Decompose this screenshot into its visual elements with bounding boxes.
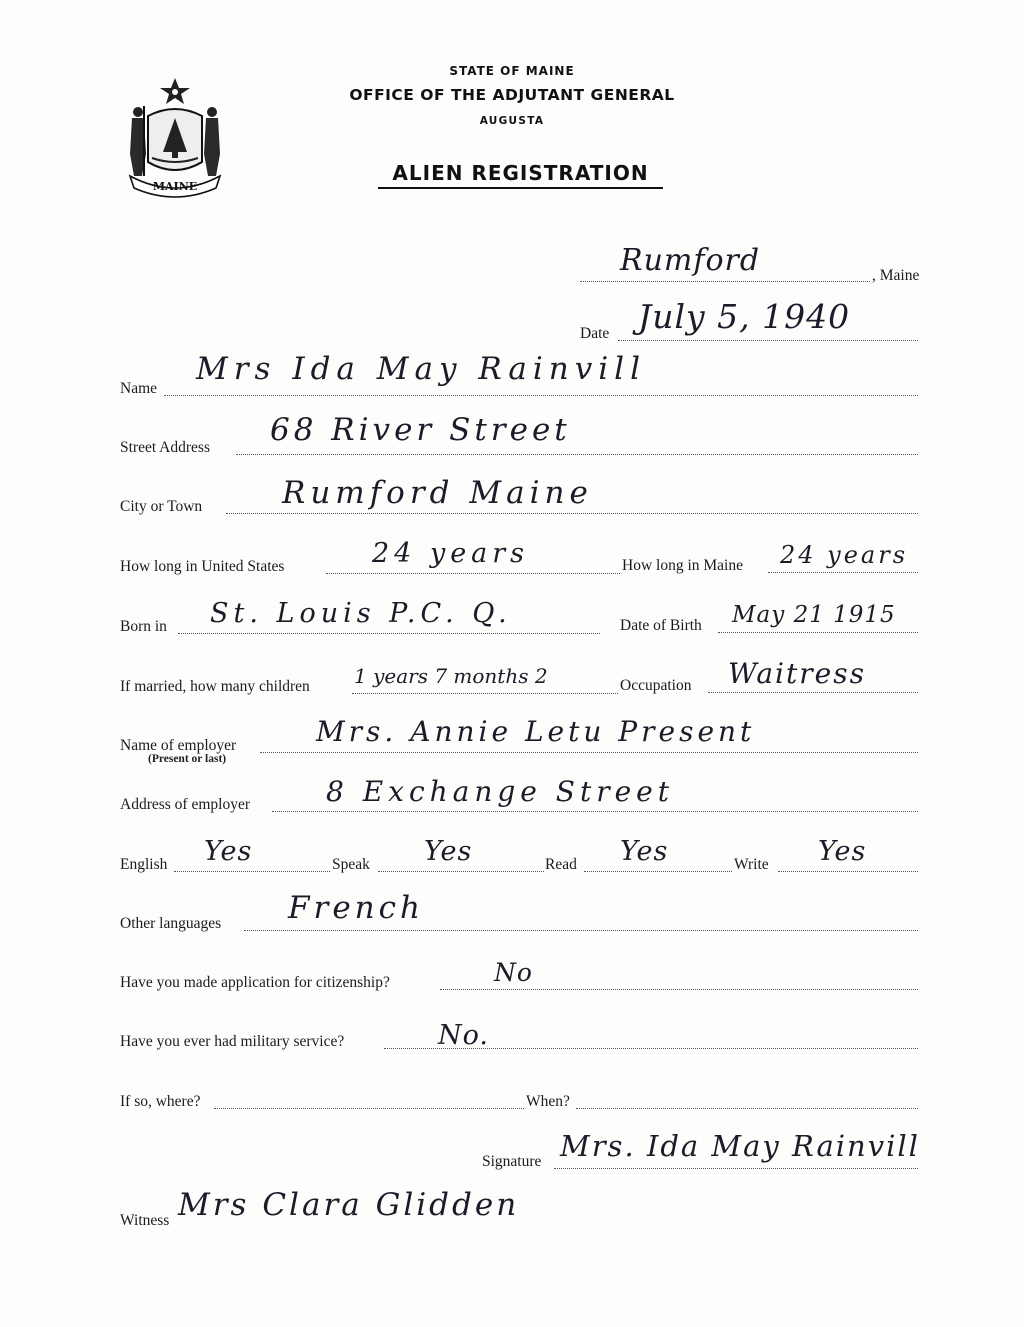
town-value: Rumford bbox=[620, 243, 761, 278]
english-label: English bbox=[120, 856, 168, 873]
when-label: When? bbox=[526, 1093, 570, 1110]
maine-label: , Maine bbox=[872, 267, 920, 284]
seal-text: MAINE bbox=[152, 180, 198, 193]
other-languages-value: French bbox=[288, 890, 424, 926]
name-label: Name bbox=[120, 380, 158, 397]
citizenship-field-line bbox=[440, 989, 918, 990]
employer-name-field-line bbox=[260, 752, 918, 753]
occupation-label: Occupation bbox=[620, 677, 692, 694]
employer-name-label: Name of employer bbox=[120, 737, 237, 754]
street-address-label: Street Address bbox=[120, 439, 210, 456]
speak-label: Speak bbox=[332, 856, 370, 873]
if-so-where-label: If so, where? bbox=[120, 1093, 201, 1110]
employer-name-value: Mrs. Annie Letu Present bbox=[316, 715, 756, 748]
employer-address-label: Address of employer bbox=[120, 796, 250, 813]
write-value: Yes bbox=[818, 836, 867, 867]
occupation-field-line bbox=[708, 692, 918, 693]
married-children-field-line bbox=[352, 693, 618, 694]
married-children-label: If married, how many children bbox=[120, 678, 310, 695]
signature-value: Mrs. Ida May Rainvill bbox=[560, 1129, 920, 1163]
date-field-line bbox=[618, 340, 918, 341]
read-field-line bbox=[584, 871, 732, 872]
name-field-line bbox=[164, 395, 918, 396]
born-in-value: St. Louis P.C. Q. bbox=[210, 598, 512, 629]
english-value: Yes bbox=[204, 836, 253, 867]
date-of-birth-field-line bbox=[718, 632, 918, 633]
state-heading: STATE OF MAINE bbox=[449, 64, 575, 78]
street-address-field-line bbox=[236, 454, 918, 455]
city-or-town-field-line bbox=[226, 513, 918, 514]
speak-value: Yes bbox=[424, 836, 473, 867]
office-heading: OFFICE OF THE ADJUTANT GENERAL bbox=[349, 86, 675, 104]
when-field-line bbox=[576, 1108, 918, 1109]
date-of-birth-value: May 21 1915 bbox=[732, 602, 896, 628]
if-so-where-field-line bbox=[214, 1108, 524, 1109]
employer-address-field-line bbox=[272, 811, 918, 812]
born-in-field-line bbox=[178, 633, 600, 634]
date-of-birth-label: Date of Birth bbox=[620, 617, 702, 634]
how-long-maine-value: 24 years bbox=[780, 541, 909, 569]
citizenship-value: No bbox=[494, 958, 533, 987]
write-field-line bbox=[778, 871, 918, 872]
witness-label: Witness bbox=[120, 1212, 170, 1229]
how-long-maine-label: How long in Maine bbox=[622, 557, 743, 574]
city-or-town-value: Rumford Maine bbox=[282, 475, 593, 511]
name-value: Mrs Ida May Rainvill bbox=[196, 351, 647, 387]
street-address-value: 68 River Street bbox=[270, 412, 571, 448]
how-long-maine-field-line bbox=[768, 572, 918, 573]
witness-value: Mrs Clara Glidden bbox=[178, 1187, 520, 1223]
town-field-line bbox=[580, 281, 870, 282]
write-label: Write bbox=[734, 856, 769, 873]
read-label: Read bbox=[545, 856, 577, 873]
how-long-us-field-line bbox=[326, 573, 620, 574]
military-service-label: Have you ever had military service? bbox=[120, 1033, 345, 1050]
occupation-value: Waitress bbox=[728, 657, 866, 690]
signature-field-line bbox=[554, 1168, 918, 1169]
born-in-label: Born in bbox=[120, 618, 167, 635]
city-heading: AUGUSTA bbox=[479, 115, 545, 127]
date-value: July 5, 1940 bbox=[638, 297, 851, 336]
speak-field-line bbox=[378, 871, 544, 872]
city-or-town-label: City or Town bbox=[120, 498, 203, 515]
citizenship-label: Have you made application for citizenship? bbox=[120, 974, 390, 991]
english-field-line bbox=[174, 871, 330, 872]
date-label: Date bbox=[580, 325, 610, 342]
how-long-us-label: How long in United States bbox=[120, 558, 285, 575]
employer-note-label: (Present or last) bbox=[148, 753, 227, 765]
signature-label: Signature bbox=[482, 1153, 542, 1170]
read-value: Yes bbox=[620, 836, 669, 867]
military-service-value: No. bbox=[438, 1020, 489, 1051]
other-languages-label: Other languages bbox=[120, 915, 222, 932]
form-title: ALIEN REGISTRATION bbox=[378, 161, 663, 189]
married-children-value: 1 years 7 months 2 bbox=[354, 664, 548, 688]
how-long-us-value: 24 years bbox=[372, 538, 530, 569]
employer-address-value: 8 Exchange Street bbox=[326, 775, 674, 808]
other-languages-field-line bbox=[244, 930, 918, 931]
